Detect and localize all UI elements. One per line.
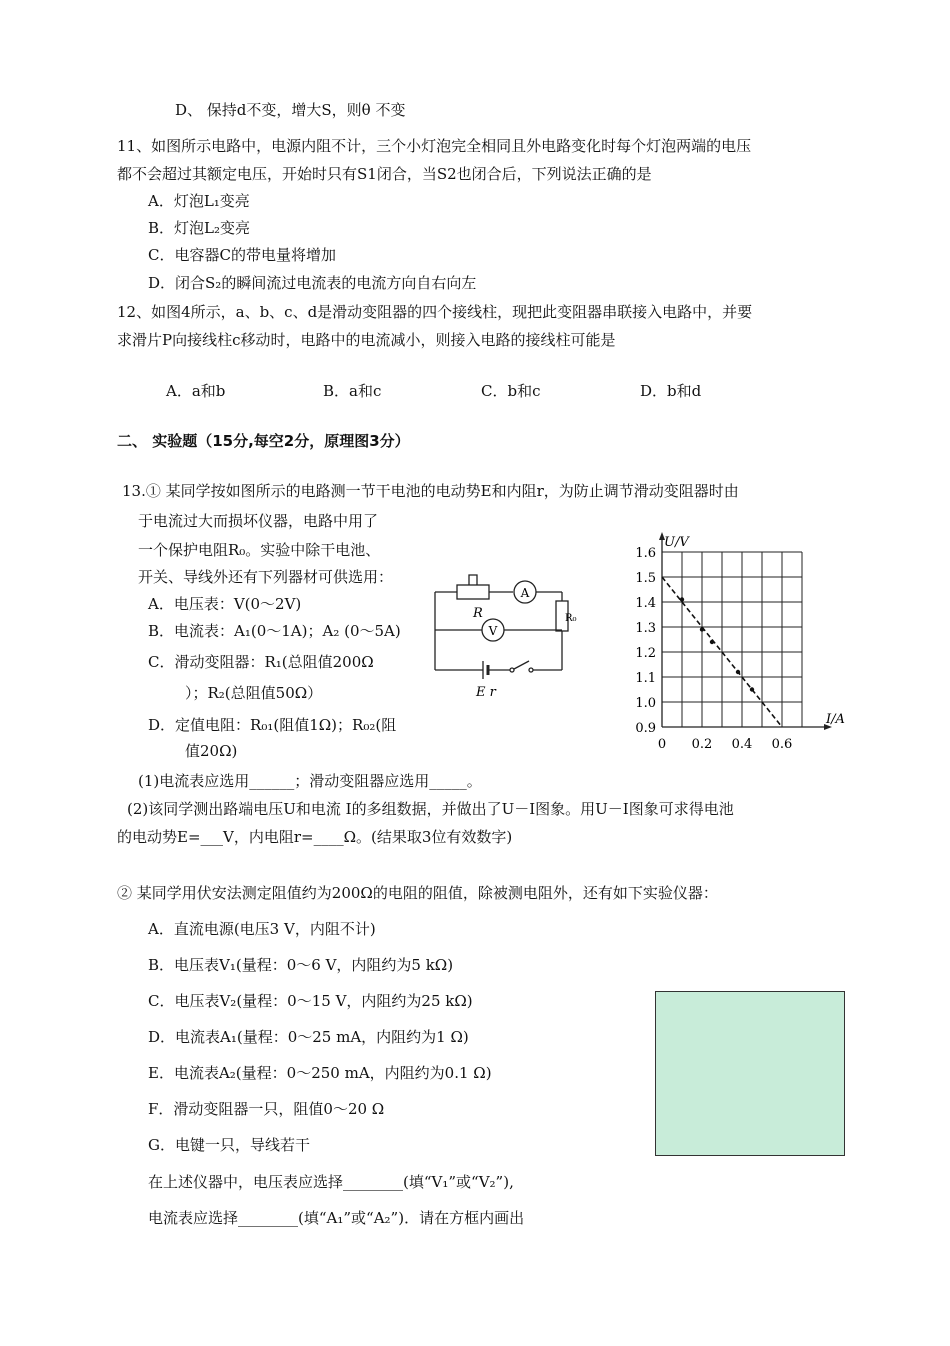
y-tick-label: 1.6 [635,546,656,561]
q12-option-a: A．a和b [166,382,226,400]
circuit-diagram [425,565,590,705]
q12-option-d: D．b和d [640,382,702,400]
question-12-line1: 12、如图4所示，a、b、c、d是滑动变阻器的四个接线柱，现把此变阻器串联接入电路中，并要 [117,303,753,321]
data-point [680,597,684,601]
question-13-line4: 开关、导线外还有下列器材可供选用： [138,568,394,586]
q13-part2-intro: ② 某同学用伏安法测定阻值约为200Ω的电阻的阻值，除被测电阻外，还有如下实验仪器： [117,884,718,902]
q13-item-c-cont: ）；R₂(总阻值50Ω） [185,684,323,702]
question-11-line1: 11、如图所示电路中，电源内阻不计，三个小灯泡完全相同且外电路变化时每个灯泡两端的电压 [117,137,752,155]
y-tick-label: 1.1 [635,671,656,686]
data-point [736,670,740,674]
q13-item-d-cont: 值20Ω) [185,742,238,760]
question-13-line3: 一个保护电阻R₀。实验中除干电池、 [138,541,381,559]
x-tick-label: 0.4 [731,737,753,752]
answer-drawing-box[interactable] [655,991,845,1156]
part2-item-d: D．电流表A₁(量程：0～25 mA，内阻约为1 Ω) [148,1028,469,1046]
ui-chart [620,525,845,755]
y-tick-label: 1.5 [635,571,656,586]
part2-question-line2: 电流表应选择________(填“A₁”或“A₂”)．请在方框内画出 [148,1209,525,1227]
x-axis-label: I/A [826,712,845,727]
part2-item-e: E．电流表A₂(量程：0～250 mA，内阻约为0.1 Ω) [148,1064,492,1082]
label-a: A [520,586,530,600]
x-tick-label: 0.2 [691,737,713,752]
label-r: R [473,606,483,621]
q13-sub2-line2: 的电动势E=___V，内电阻r=____Ω。(结果取3位有效数字) [117,828,513,846]
y-tick-label: 1.4 [635,596,656,611]
section-heading: 二、 实验题（15分,每空2分，原理图3分） [117,432,410,450]
rheostat-r [457,585,489,599]
y-axis-label: U/V [664,535,689,550]
q13-sub1: (1)电流表应选用______；滑动变阻器应选用_____。 [138,772,482,790]
q12-option-c: C．b和c [481,382,541,400]
part2-question-line1: 在上述仪器中，电压表应选择________(填“V₁”或“V₂”), [148,1173,514,1191]
data-point [710,640,714,644]
q11-option-a: A．灯泡L₁变亮 [148,192,250,210]
part2-item-f: F．滑动变阻器一只，阻值0～20 Ω [148,1100,385,1118]
x-tick-label: 0.6 [771,737,793,752]
y-tick-label: 1.3 [635,621,656,636]
label-r0: R₀ [565,613,577,624]
q13-item-d: D．定值电阻：R₀₁(阻值1Ω)；R₀₂(阻 [148,716,397,734]
q13-item-c: C．滑动变阻器：R₁(总阻值200Ω [148,653,374,671]
y-tick-label: 1.2 [635,646,656,661]
switch [514,661,529,669]
option-d-q10: D、 保持d不变，增大S，则θ 不变 [175,101,406,119]
part2-item-b: B．电压表V₁(量程：0～6 V，内阻约为5 kΩ) [148,956,454,974]
part2-item-c: C．电压表V₂(量程：0～15 V，内阻约为25 kΩ) [148,992,473,1010]
label-er: E r [476,685,496,700]
question-13-line1: 13.① 某同学按如图所示的电路测一节干电池的电动势E和内阻r，为防止调节滑动变阻器时由 [122,482,739,500]
y-tick-label: 1.0 [635,696,656,711]
part2-item-a: A．直流电源(电压3 V，内阻不计) [148,920,376,938]
part2-item-g: G．电键一只，导线若干 [148,1136,310,1154]
q13-item-a: A．电压表：V(0～2V) [148,595,302,613]
q11-option-c: C．电容器C的带电量将增加 [148,246,336,264]
q11-option-d: D．闭合S₂的瞬间流过电流表的电流方向自右向左 [148,274,477,292]
q13-item-b: B．电流表：A₁(0～1A)；A₂ (0～5A) [148,622,401,640]
data-point [700,627,704,631]
x-tick-label: 0 [657,737,667,752]
question-13-line2: 于电流过大而损坏仪器，电路中用了 [138,512,379,530]
q11-option-b: B．灯泡L₂变亮 [148,219,250,237]
label-v: V [488,624,498,638]
q12-option-b: B．a和c [323,382,382,400]
q13-sub2-line1: (2)该同学测出路端电压U和电流 I的多组数据，并做出了U－I图象。用U－I图象可求得电池 [127,800,734,818]
question-11-line2: 都不会超过其额定电压，开始时只有S1闭合，当S2也闭合后，下列说法正确的是 [117,165,652,183]
data-point [750,687,754,691]
question-12-line2: 求滑片P向接线柱c移动时，电路中的电流减小，则接入电路的接线柱可能是 [117,331,616,349]
y-tick-label: 0.9 [635,721,656,736]
